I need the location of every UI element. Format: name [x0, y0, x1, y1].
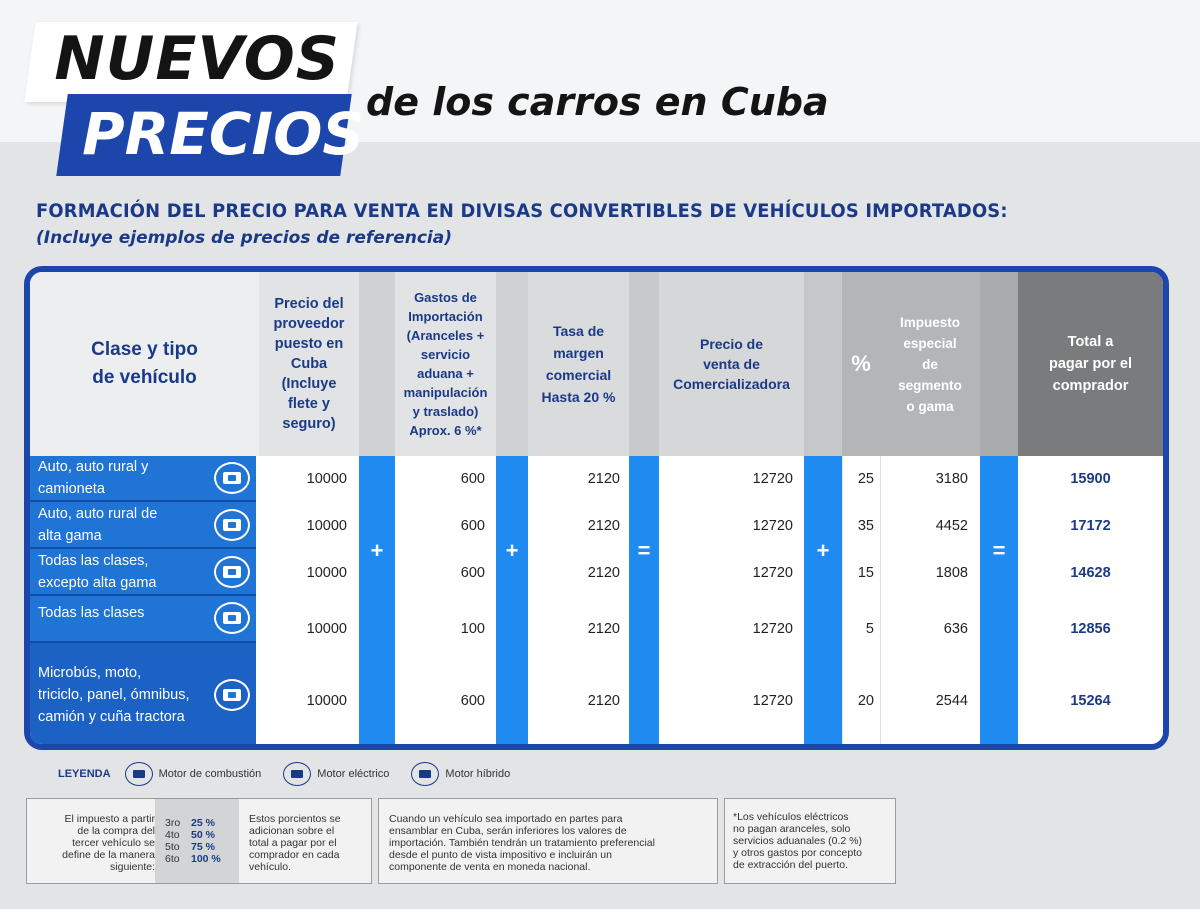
cell-pct: 25 — [857, 471, 874, 487]
header-precio-venta-text: Precio de venta de Comercializadora — [673, 336, 790, 392]
legend-item-hybrid — [411, 762, 510, 786]
header-tasa — [528, 272, 629, 456]
section-heading: FORMACIÓN DEL PRECIO PARA VENTA EN DIVISAS CONVERTIBLES DE VEHÍCULOS IMPORTADOS: — [36, 200, 1008, 222]
note-electric-text: *Los vehículos eléctricos no pagan aranceles, solo servicios aduanales (0.2 %) y otros gastos por concepto de extracción del puerto. — [733, 811, 862, 871]
tax-rate-row — [155, 853, 239, 865]
tax-rate-pct: 100 % — [191, 853, 221, 865]
cell-gastos: 600 — [460, 471, 485, 487]
cell-total: 15900 — [1070, 471, 1111, 487]
note-assembly-text: Cuando un vehículo sea importado en partes para ensamblar en Cuba, serán inferiores los valores de importación. También tendrán un tratamiento preferencial desde el punto de vista impositivo e incluirán un componente de venta en moneda nacional. — [389, 813, 655, 873]
legend-title: LEYENDA — [58, 768, 111, 780]
electric-engine-icon — [214, 602, 250, 634]
header-bg-op1 — [359, 272, 395, 456]
cell-impuesto: 2544 — [935, 693, 968, 709]
cell-precio: 10000 — [306, 621, 347, 637]
note-electric — [724, 798, 896, 884]
header-precio-proveedor — [259, 272, 359, 456]
cell-pct: 5 — [865, 621, 874, 637]
header-gastos-text: Gastos de Importación (Aranceles + servicio aduana + manipulación y traslado) Aprox. 6 %* — [403, 290, 488, 438]
cell-precio: 10000 — [306, 564, 347, 581]
tax-rate-ord: 4to — [165, 829, 180, 841]
header-bg-op4 — [804, 272, 842, 456]
row-label-0 — [30, 456, 256, 502]
header-tasa-text: Tasa de margen comercial Hasta 20 % — [541, 323, 616, 405]
operator-plus-1: + — [370, 538, 384, 563]
hybrid-engine-icon — [214, 556, 250, 588]
header-bg-op3 — [629, 272, 659, 456]
note-assembly — [378, 798, 718, 884]
cell-precio: 10000 — [306, 517, 347, 534]
tax-rate-ord: 6to — [165, 853, 180, 865]
cell-tasa: 2120 — [587, 471, 620, 487]
page-subtitle: de los carros en Cuba — [366, 80, 829, 124]
cell-gastos: 100 — [460, 621, 485, 637]
header-clase — [30, 272, 259, 456]
tax-rate-pct: 25 % — [191, 817, 215, 829]
legend — [58, 762, 532, 786]
operator-equals-1: = — [637, 538, 651, 563]
cell-total: 14628 — [1070, 564, 1111, 581]
header-gastos — [395, 272, 496, 456]
row-label-text: Todas las clases — [38, 605, 145, 621]
cell-venta: 12720 — [752, 471, 793, 487]
title-badge-precios — [56, 94, 365, 176]
tax-rate-row — [155, 829, 239, 841]
cell-tasa: 2120 — [587, 517, 620, 534]
combustion-engine-icon — [214, 462, 250, 494]
operator-equals-2: = — [992, 538, 1006, 563]
row-label-2 — [30, 549, 256, 596]
operator-plus-2: + — [505, 538, 519, 563]
header-pct-text: % — [851, 351, 871, 376]
combustion-engine-icon — [214, 679, 250, 711]
title-precios: PRECIOS — [82, 100, 365, 168]
cell-tasa: 2120 — [587, 621, 620, 637]
cell-pct: 35 — [857, 517, 874, 534]
header-impuesto — [880, 272, 980, 456]
electric-engine-icon — [283, 762, 311, 786]
header-total — [1018, 272, 1163, 456]
row-label-text: Auto, auto rural y camioneta — [38, 459, 149, 497]
legend-item-electric — [283, 762, 389, 786]
cell-tasa: 2120 — [587, 564, 620, 581]
cell-pct: 15 — [857, 564, 874, 581]
title-badge-nuevos — [24, 22, 357, 102]
cell-total: 12856 — [1070, 621, 1111, 637]
cell-gastos: 600 — [460, 693, 485, 709]
cell-gastos: 600 — [460, 564, 485, 581]
note-tax-scale-right: Estos porcientos se adicionan sobre el total a pagar por el comprador en cada vehículo. — [249, 813, 341, 873]
header-pct — [842, 272, 880, 456]
legend-label: Motor eléctrico — [317, 768, 390, 780]
row-label-4 — [30, 643, 256, 746]
note-tax-rates — [155, 799, 239, 883]
header-total-text: Total a pagar por el comprador — [1049, 334, 1132, 394]
cell-precio: 10000 — [306, 693, 347, 709]
note-tax-scale — [26, 798, 372, 884]
cell-venta: 12720 — [752, 621, 793, 637]
cell-impuesto: 4452 — [935, 517, 968, 534]
row-label-1 — [30, 502, 256, 549]
cell-venta: 12720 — [752, 693, 793, 709]
cell-tasa: 2120 — [587, 693, 620, 709]
header-impuesto-text: Impuesto especial de segmento o gama — [898, 314, 962, 414]
price-table — [24, 266, 1169, 750]
row-label-text: Microbús, moto, triciclo, panel, ómnibus, camión y cuña tractora — [38, 664, 190, 725]
tax-rate-pct: 50 % — [191, 829, 215, 841]
row-label-text: Auto, auto rural de alta gama — [38, 505, 158, 544]
cell-total: 17172 — [1070, 517, 1111, 534]
cell-venta: 12720 — [752, 517, 793, 534]
note-tax-scale-left: El impuesto a partir de la compra del tercer vehículo se define de la manera siguiente: — [62, 813, 155, 873]
header-clase-text: Clase y tipo de vehículo — [91, 339, 198, 388]
header-bg-op2 — [496, 272, 528, 456]
legend-label: Motor híbrido — [445, 768, 511, 780]
tax-rate-ord: 5to — [165, 841, 180, 853]
header-bg-op5 — [980, 272, 1018, 456]
cell-gastos: 600 — [460, 517, 485, 534]
title-nuevos: NUEVOS — [54, 24, 340, 94]
tax-rate-pct: 75 % — [191, 841, 215, 853]
cell-venta: 12720 — [752, 564, 793, 581]
tax-rate-row — [155, 817, 239, 829]
row-label-text: Todas las clases, excepto alta gama — [38, 552, 157, 591]
combustion-engine-icon — [214, 509, 250, 541]
operator-plus-3: + — [816, 538, 830, 563]
tax-rate-row — [155, 841, 239, 853]
header-precio-venta — [659, 272, 804, 456]
legend-label: Motor de combustión — [158, 768, 262, 780]
tax-rate-ord: 3ro — [165, 817, 181, 829]
cell-impuesto: 3180 — [935, 471, 968, 487]
cell-impuesto: 1808 — [935, 564, 968, 581]
cell-total: 15264 — [1070, 693, 1111, 709]
combustion-engine-icon — [125, 762, 153, 786]
cell-precio: 10000 — [306, 471, 347, 487]
cell-pct: 20 — [857, 693, 874, 709]
section-subheading: (Incluye ejemplos de precios de referencia) — [36, 228, 452, 248]
row-label-3 — [30, 596, 256, 643]
hybrid-engine-icon — [411, 762, 439, 786]
cell-impuesto: 636 — [943, 621, 968, 637]
legend-item-combustion — [125, 762, 262, 786]
header-precio-proveedor-text: Precio del proveedor puesto en Cuba (Incluye flete y seguro) — [273, 296, 345, 432]
